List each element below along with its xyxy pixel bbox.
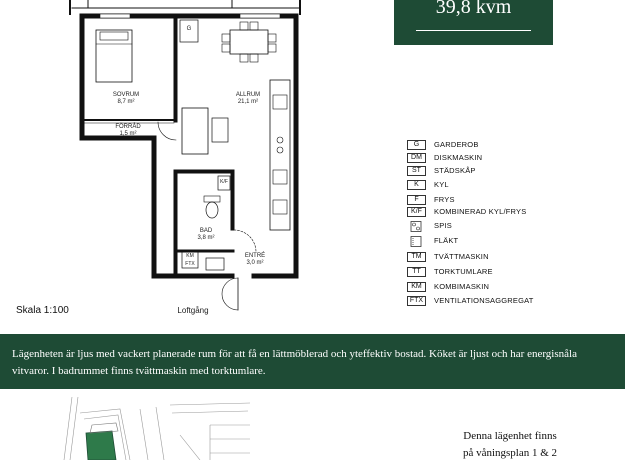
description-text: Lägenheten är ljus med vackert planerade rum för att få en lättmöblerad och yteffektiv bostad. Köket är ljust och har energisnåla vitvaror. I badrummet finns tvättmaskin med torktumlare. (12, 348, 577, 377)
legend-code: TM (407, 252, 426, 262)
area-badge (394, 0, 553, 45)
legend-label: DISKMASKIN (434, 153, 483, 162)
legend-label: TVÄTTMASKIN (434, 252, 489, 261)
legend-item (407, 165, 476, 176)
site-plan-drawing (60, 395, 260, 460)
legend-code: ST (407, 166, 426, 176)
legend-item (407, 139, 479, 150)
legend-item (407, 194, 455, 205)
legend-label: STÄDSKÅP (434, 166, 476, 175)
stove-icon (407, 221, 426, 231)
floor-plan-drawing (0, 0, 400, 330)
highlighted-building (86, 423, 118, 460)
legend-label: FRYS (434, 195, 455, 204)
legend-item (407, 235, 458, 246)
legend-code: F (407, 195, 426, 205)
legend-label: SPIS (434, 221, 452, 230)
legend-item (407, 251, 489, 262)
scale-label: Skala 1:100 (16, 305, 69, 316)
room-label-forrad: FÖRRÅD 1,5 m² (115, 124, 141, 137)
mark-ftx: FTX (185, 261, 195, 267)
mark-garderob: G (186, 26, 192, 32)
legend-item (407, 206, 526, 217)
legend-label: KOMBIMASKIN (434, 282, 490, 291)
location-text (440, 428, 580, 460)
mark-kf: K/F (220, 179, 228, 185)
legend-item (407, 152, 482, 163)
room-label-sovrum: SOVRUM 8,7 m² (112, 92, 140, 105)
corridor-label: Loftgång (177, 306, 209, 315)
location-line-1: Denna lägenhet finns (463, 430, 557, 442)
legend-label: GARDEROB (434, 140, 479, 149)
area-value: 39,8 kvm (435, 0, 512, 18)
legend-code: K (407, 180, 426, 190)
area-underline (416, 30, 531, 31)
room-label-bad: BAD 3,8 m² (197, 228, 215, 241)
legend-code: DM (407, 153, 426, 163)
legend-label: TORKTUMLARE (434, 267, 493, 276)
legend-label: FLÄKT (434, 236, 459, 245)
legend-item (407, 266, 493, 277)
legend-code: TT (407, 267, 426, 277)
location-line-2: på våningsplan 1 & 2 (462, 447, 558, 459)
mark-km: KM (186, 253, 194, 259)
legend-code: K/F (407, 207, 426, 217)
room-label-entre: ENTRÉ 3,0 m² (244, 253, 266, 266)
legend-label: KOMBINERAD KYL/FRYS (434, 207, 527, 216)
legend-item (407, 281, 489, 292)
room-label-allrum: ALLRUM 21,1 m² (235, 92, 261, 105)
fan-icon (407, 236, 426, 246)
floor-plan (0, 0, 400, 330)
legend-code: FTX (407, 296, 426, 306)
legend-item (407, 179, 449, 190)
description-band (0, 334, 625, 389)
legend-item (407, 220, 452, 231)
legend-label: KYL (434, 180, 449, 189)
legend-code: KM (407, 282, 426, 292)
legend-code: G (407, 140, 426, 150)
legend-item (407, 295, 534, 306)
legend-label: VENTILATIONSAGGREGAT (434, 296, 534, 305)
site-plan (60, 395, 260, 460)
